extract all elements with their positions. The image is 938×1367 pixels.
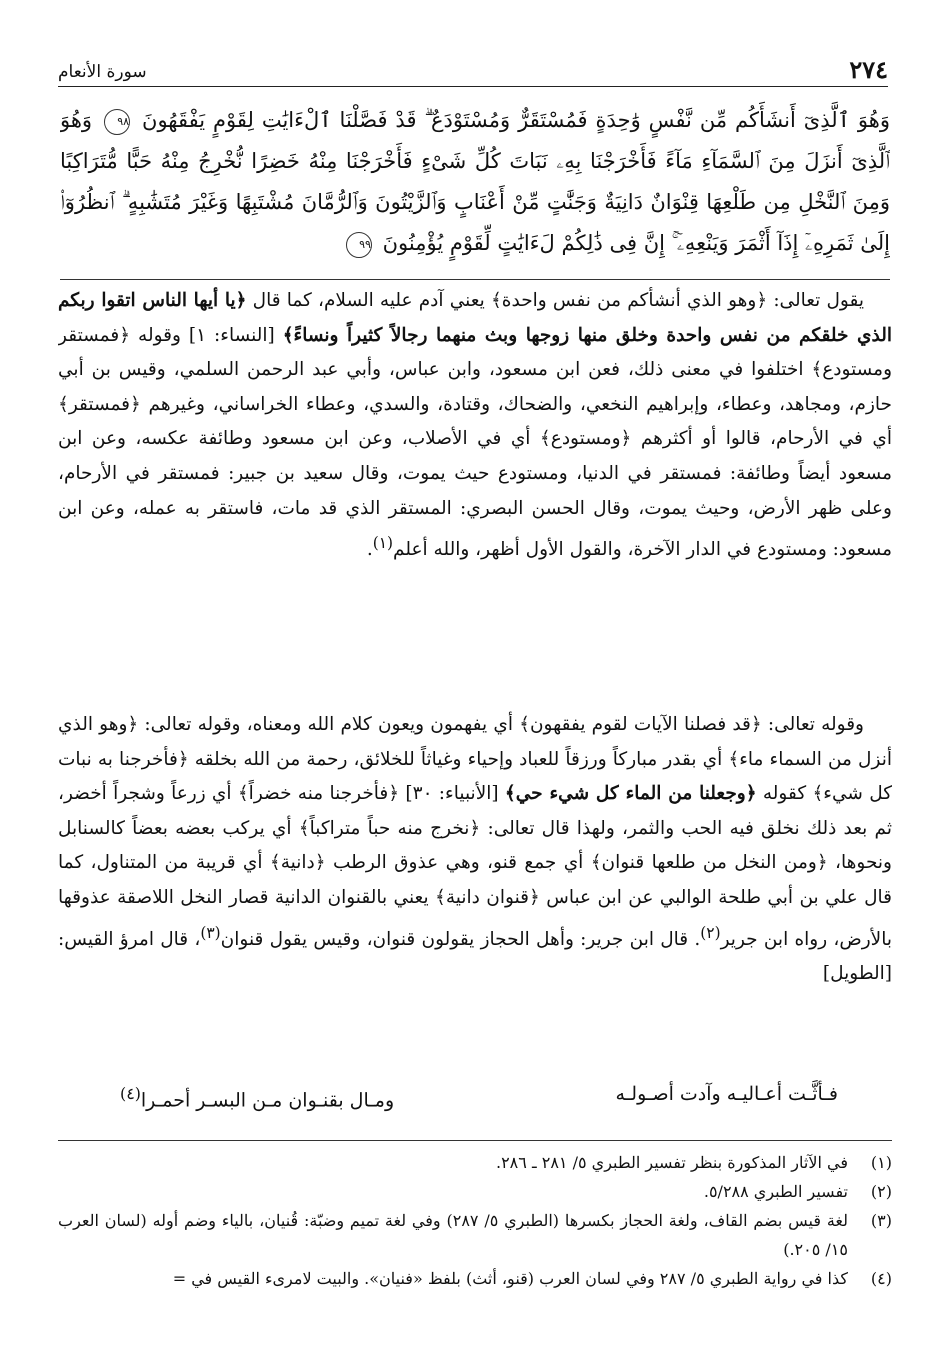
tafsir-p1-text-c: [النساء: ١] وقوله ﴿فمستقر ومستودع﴾ اختلفوا في معنى ذلك، فعن ابن مسعود، وابن عباس، وأبي عبد الرحمن السلمي، وقيس بن أبي حازم، ومجاهد، وعطاء، وإبراهيم النخعي، والضحاك، وقتادة، والسدي، وعطاء الخراساني، وغيرهم ﴿فمستقر﴾ أي في الأرحام، قالوا أو أكثرهم ﴿ومستودع﴾ أي في الأصلاب، وعن ابن مسعود وطائفة عكسه، وعن ابن مسعود أيضاً وطائفة: فمستقر في الدنيا، ومستودع حيث يموت، وقال سعيد بن جبير: فمستقر في الأرحام، وعلى ظهر الأرض، وحيث يموت، وقال الحسن البصري: المستقر الذي قد مات، فاستقر به عمله، وعن ابن مسعود: ومستودع في الدار الآخرة، والقول الأول أظهر، والله أعلم xyxy=(58,324,892,561)
tafsir-p2-text-c: [الأنبياء: ٣٠] ﴿فأخرجنا منه خضراً﴾ أي زرعاً وشجراً أخضر، ثم بعد ذلك نخلق فيه الحب والثمر، ولهذا قال تعالى: ﴿نخرج منه حباً متراكباً﴾ أي يركب بعضه بعضاً كالسنابل ونحوها، ﴿ومن النخل من طلعها قنوان﴾ أي جمع قنو، وهي عذوق الرطب ﴿دانية﴾ أي قريبة من المتناول، كما قال علي بن أبي طلحة الوالبي عن ابن عباس ﴿قنوان دانية﴾ يعني بالقنوان الدانية قصار النخل اللاصقة عذوقها بالأرض، رواه ابن جرير xyxy=(58,783,892,950)
page-header xyxy=(58,52,888,87)
poetry-first-hemistich: فـأثَّـت أعـاليـه وآدت أصـولـه xyxy=(615,1083,838,1105)
quran-verses xyxy=(60,100,890,270)
footnote-item xyxy=(58,1148,892,1177)
footnote-divider xyxy=(58,1140,892,1141)
tafsir-p1-end: . xyxy=(366,539,373,561)
footnote-text: لغة قيس بضم القاف، ولغة الحجاز بكسرها (الطبري ٥/ ٢٨٧) وفي لغة تميم وضبّة: قُنيان، بالياء وضم أوله (لسان العرب ١٥/ ٢٠٥.) xyxy=(58,1211,849,1259)
surah-name: سورة الأنعام xyxy=(58,62,147,82)
footnote-item xyxy=(58,1177,892,1206)
tafsir-p2-text-d: . قال ابن جرير: وأهل الحجاز يقولون قنوان، وقيس يقول قنوان xyxy=(220,928,701,950)
footnote-item xyxy=(58,1264,892,1293)
footnotes xyxy=(58,1148,892,1348)
footnote-text: في الآثار المذكورة بنظر تفسير الطبري ٥/ ٢٨١ ـ ٢٨٦. xyxy=(495,1153,848,1172)
tafsir-p1-quote: ﴿يا أيها الناس اتقوا ربكم الذي خلقكم من نفس واحدة وخلق منها زوجها وبث منهما رجالاً كثيراً ونساءً﴾ xyxy=(58,290,892,346)
footnote-ref-2: (٢) xyxy=(700,923,721,942)
footnote-text: تفسير الطبري ٥/٢٨٨. xyxy=(703,1182,848,1201)
footnote-number: (١) xyxy=(870,1153,892,1172)
page-number: ٢٧٤ xyxy=(849,55,888,84)
tafsir-paragraph-1 xyxy=(58,284,892,702)
tafsir-paragraph-2 xyxy=(58,708,892,1060)
footnote-item xyxy=(58,1206,892,1264)
footnote-number: (٢) xyxy=(870,1182,892,1201)
tafsir-p2-text-a: وقوله تعالى: ﴿قد فصلنا الآيات لقوم يفقهون﴾ أي يفهمون ويعون كلام الله ومعناه، وقوله تعالى: ﴿وهو الذي أنزل من السماء ماء﴾ أي بقدر مباركاً ورزقاً للعباد وإحياء وغياثاً للخلائق، رحمة من الله بخلقه ﴿فأخرجنا به نبات كل شيء﴾ كقوله xyxy=(58,714,892,805)
footnote-number: (٤) xyxy=(870,1269,892,1288)
quran-divider xyxy=(60,279,890,280)
footnote-ref-1: (١) xyxy=(372,534,394,553)
quran-verse-99-text: وَهُوَ ٱلَّذِىٓ أَنزَلَ مِنَ ٱلسَّمَآءِ مَآءً فَأَخْرَجْنَا بِهِۦ نَبَاتَ كُلِّ شَىْءٍ فَأَخْرَجْنَا مِنْهُ خَضِرًا نُّخْرِجُ مِنْهُ حَبًّا مُّتَرَاكِبًا وَمِنَ ٱلنَّخْلِ مِن طَلْعِهَا قِنْوَانٌ دَانِيَةٌ وَجَنَّٰتٍ مِّنْ أَعْنَابٍ وَٱلزَّيْتُونَ وَٱلرُّمَّانَ مُشْتَبِهًا وَغَيْرَ مُتَشَٰبِهٍ ۗ ٱنظُرُوٓا۟ إِلَىٰ ثَمَرِهِۦٓ إِذَآ أَثْمَرَ وَيَنْعِهِۦٓ ۚ إِنَّ فِى ذَٰلِكُمْ لَءَايَٰتٍ لِّقَوْمٍ يُؤْمِنُونَ xyxy=(60,108,890,255)
poetry-second-hemistich-wrap xyxy=(120,1076,394,1112)
footnote-ref-4: (٤) xyxy=(120,1084,141,1103)
footnote-number: (٣) xyxy=(870,1211,892,1230)
tafsir-p2-text-e: ، قال امرؤ القيس: [الطويل] xyxy=(58,928,892,985)
tafsir-p1-text-a: يقول تعالى: ﴿وهو الذي أنشأكم من نفس واحدة﴾ يعني آدم عليه السلام، كما قال xyxy=(252,290,864,311)
footnote-ref-3: (٣) xyxy=(200,923,221,942)
poetry-second-hemistich: ومـال بقنـوان مـن البسـر أحمـرا xyxy=(140,1089,395,1112)
verse-end-marker-99: ٩٩ xyxy=(346,232,372,258)
footnote-text: كذا في رواية الطبري ٥/ ٢٨٧ وفي لسان العرب (قنو، أثث) بلفظ «فنيان». والبيت لامرىء القيس في = xyxy=(172,1269,848,1288)
tafsir-p2-quote: ﴿وجعلنا من الماء كل شيء حي﴾ xyxy=(504,783,757,805)
verse-end-marker-98: ٩٨ xyxy=(104,109,130,135)
poetry-verse xyxy=(120,1076,838,1112)
quran-verse-98-text: وَهُوَ ٱلَّذِىٓ أَنشَأَكُم مِّن نَّفْسٍ وَٰحِدَةٍ فَمُسْتَقَرٌّ وَمُسْتَوْدَعٌ ۗ قَدْ فَصَّلْنَا ٱلْءَايَٰتِ لِقَوْمٍ يَفْقَهُونَ xyxy=(142,108,890,132)
